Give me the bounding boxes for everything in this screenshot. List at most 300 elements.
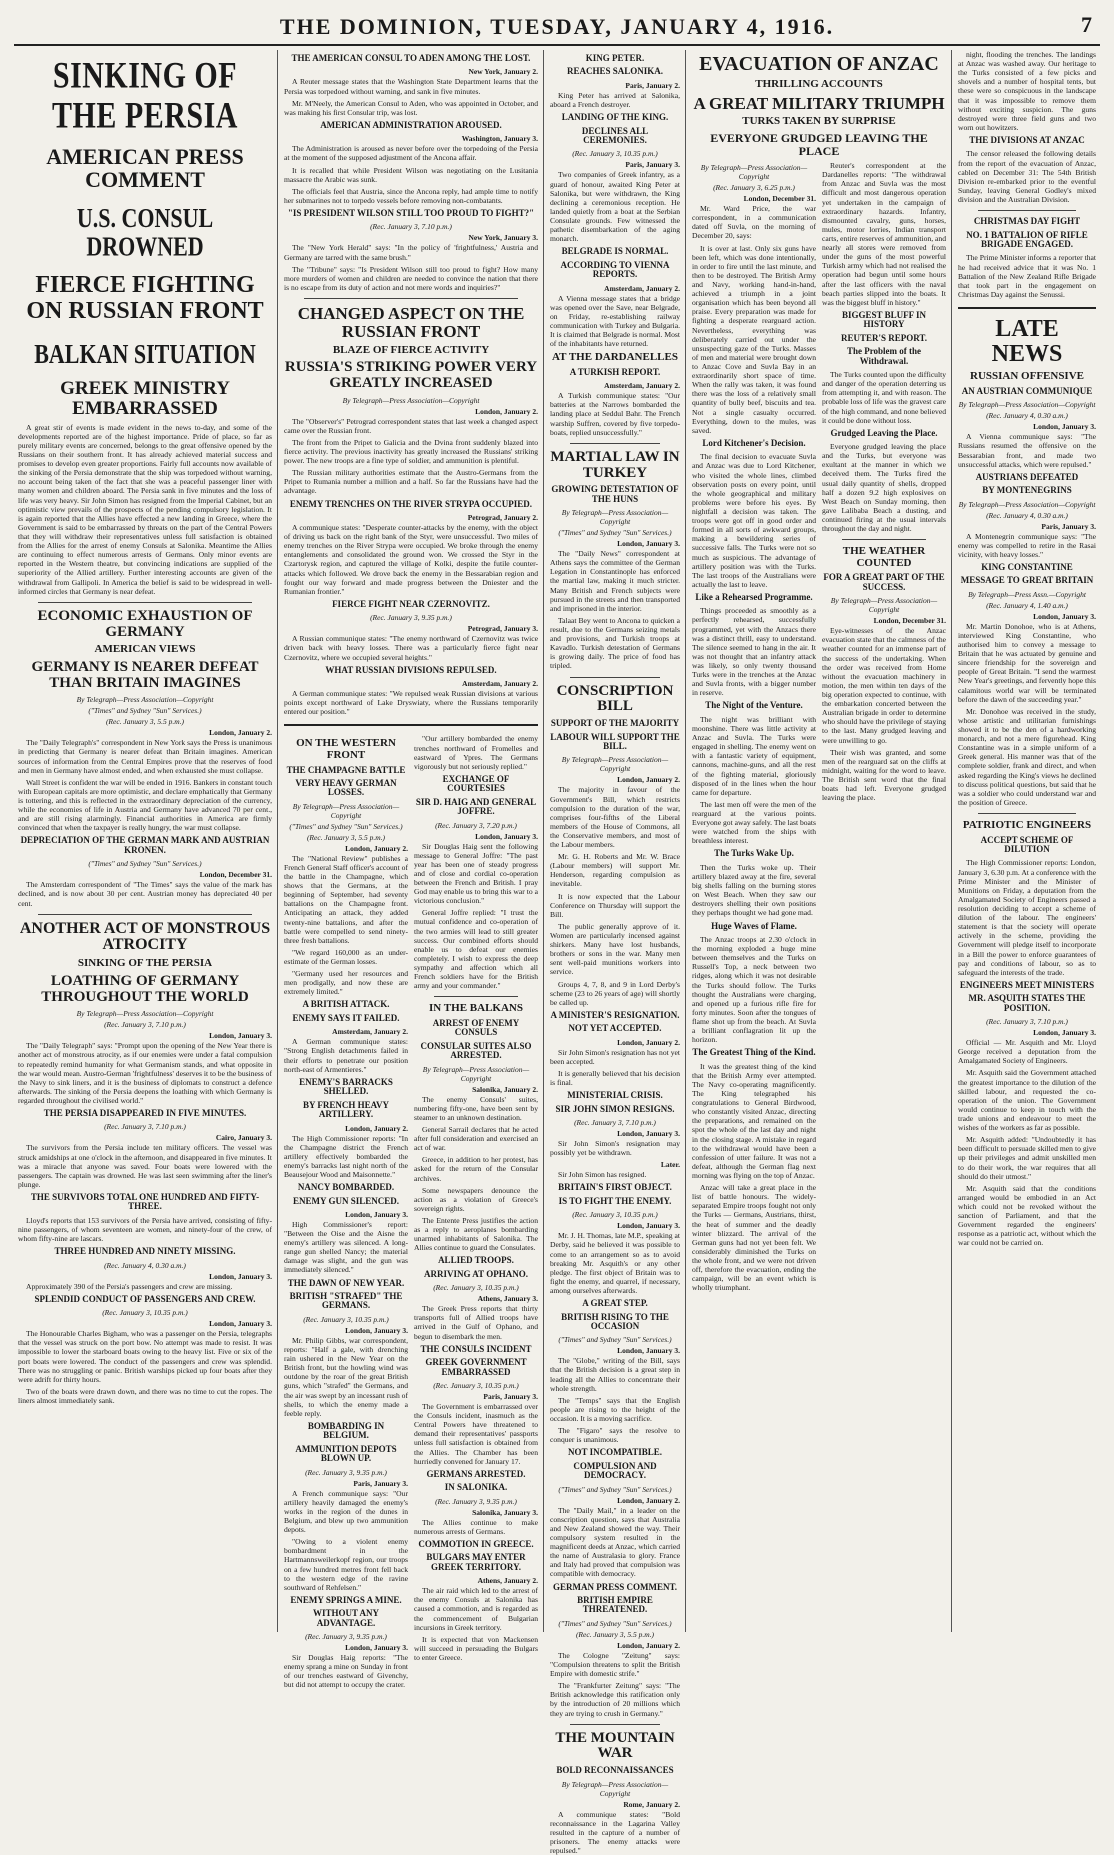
divider — [958, 307, 1096, 309]
subhead-austrian-communique: AN AUSTRIAN COMMUNIQUE — [961, 385, 1093, 396]
article-paragraph: The final decision to evacuate Suvla and Anzac was due to Lord Kitchener, who visited the whole lines, climbed observation posts on every point, until the whole geographical and military problems were before his eyes. By nightfall a decision was taken. The troops were got off in good order and formed in all sorts of awkward groups, making a bewildering series of successive falls. The Turks were not so much as suspicious. The advantage of artillery position was with the Turks. The last troops of the Australians were actually the last to leave. — [692, 452, 816, 589]
subhead-austrians-defeated: AUSTRIANS DEFEATED — [975, 471, 1079, 482]
article-paragraph: Two companies of Greek infantry, as a guard of honour, awaited King Peter at Salonika, but were withdrawn, the King declining a ceremonious reception. He landed quietly from a boat at the Serbian Consulate grounds. Few witnessed the pathetic disembarkation of the aging monarch. — [550, 170, 680, 244]
source-line: ("Times" and Sydney "Sun" Services.) — [558, 528, 672, 538]
article-paragraph: The majority in favour of the Government's Bill, which restricts compulsion to the duration of the war, comprises four-fifths of the Liberal members of the House of Commons, all the Conservative members, and most of the Labour members. — [550, 785, 680, 850]
article-paragraph: The "Observer's" Petrograd correspondent states that last week a changed aspect came over the Russian front. — [284, 416, 538, 435]
dateline: Amsterdam, January 2. — [332, 1027, 408, 1037]
dateline: London, January 3. — [617, 1221, 680, 1231]
received-line: (Rec. January 3, 5.5 p.m.) — [575, 1629, 655, 1639]
dateline: Athens, January 2. — [477, 1576, 538, 1586]
subhead-bombarding-belgium: BOMBARDING IN BELGIUM. — [307, 1420, 385, 1441]
source-line: ("Times" and Sydney "Sun" Services.) — [558, 1618, 672, 1628]
headline-everyone-grudged: EVERYONE GRUDGED LEAVING THE PLACE — [710, 130, 928, 158]
article-paragraph: Approximately 390 of the Persia's passengers and crew are missing. — [26, 1281, 233, 1291]
dateline: Paris, January 2. — [625, 80, 680, 90]
column-rule — [543, 50, 544, 1632]
article-paragraph: A German communique states: "Strong English detachments failed in their efforts to penetrate our position north-east of Armentieres." — [284, 1037, 408, 1074]
subhead-greatest-thing: The Greatest Thing of the Kind. — [692, 1047, 816, 1058]
article-paragraph: The "Frankfurter Zeitung" says: "The British acknowledge this ratification only by the introduction of 20 millions which they are trying to crush in Germany." — [550, 1681, 680, 1718]
dateline: Cairo, January 3. — [215, 1133, 272, 1143]
subhead-in-salonika: IN SALONIKA. — [444, 1482, 508, 1493]
dateline: London, January 3. — [1033, 1028, 1096, 1038]
article-paragraph: Greece, in addition to her protest, has asked for the return of the Consular archives. — [414, 1155, 538, 1183]
article-paragraph: The Turks counted upon the difficulty and danger of the operation deterring us from attempting it, and with reason. The probable loss of life was the gravest care of the high command, and none believed it could be done without loss. — [822, 370, 946, 425]
headline-russia-striking-power: RUSSIA'S STRIKING POWER VERY GREATLY INCREASED — [284, 359, 538, 391]
article-paragraph: Mr. Martin Donohoe, who is at Athens, interviewed King Constantine, who authorised him to convey a message to Britain that he was actuated by genuine and sincere friendship for the sovereign and people of Great Britain. "I send the warmest New Year's greetings, and fervently hope this calamitous world war will be terminated before the dawn of the succeeding year." — [958, 621, 1096, 704]
western-front-left — [284, 734, 408, 1692]
subhead-christmas-fight: CHRISTMAS DAY FIGHT — [973, 216, 1081, 227]
article-paragraph: It is expected that von Mackensen will succeed in persuading the Bulgars to enter Greece. — [414, 1634, 538, 1662]
news-summary-paragraph: A great stir of events is made evident in the news to-day, and some of the developments reported are of the highest importance. Pride of place, so far as purely military events are concerned, belongs to the great offensive opened by the Russians on their southern front. It has already achieved material success and promises to develop even greater proportions. Fairly full accounts now available of the sinking of the Persia demonstrate that the ship was torpedoed without warning, no account being taken of the fact that she was a peaceful passenger liner with many women and children aboard. The Persia sank in five minutes and the loss of life was very heavy. Sir John Simon has resigned from the Imperial Cabinet, but an optimistic view prevails of the prospects of the pending compulsory legislation. It is again reported that the Allies have effected a new landing in Greece, where the Government is said to be embarrassed by threats on the part of the Central Powers that they will withdraw their representatives unless full satisfaction is obtained from the Allies for the arrest of enemy Consuls at Salonika. Meantime the Allies are continuing to effect numerous arrests of Germans. Only minor events are reported in the Western theatre, but convincing indications are supplied of the superiority of the Allied artillery. Further interesting accounts are given of the withdrawal from Gallipoli. In America the belief is said to be widespread in well-informed circles that Germany is near defeat. — [18, 422, 272, 596]
column-3 — [546, 50, 684, 1855]
article-paragraph: A communique states: "Bold reconnaissance in the Lagarina Valley resulted in the capture of a number of prisoners. The enemy attacks were repulsed." — [550, 1809, 680, 1855]
headline-american-press: AMERICAN PRESS COMMENT — [46, 144, 244, 193]
dateline: London, January 3. — [1033, 422, 1096, 432]
dateline: Amsterdam, January 2. — [462, 679, 538, 689]
subhead-five-minutes: THE PERSIA DISAPPEARED IN FIVE MINUTES. — [43, 1108, 247, 1119]
subhead-biggest-bluff: BIGGEST BLUFF IN HISTORY — [841, 309, 927, 330]
dateline: London, January 2. — [345, 1123, 408, 1133]
subhead-germans-arrested: GERMANS ARRESTED. — [426, 1468, 526, 1479]
received-line: (Rec. January 3, 9.35 p.m.) — [305, 1467, 387, 1477]
byline: By Telegraph—Press Association—Copyright — [830, 596, 938, 615]
dateline: London, January 2. — [209, 728, 272, 738]
headline-late-news: LATE NEWS — [991, 315, 1063, 368]
subhead-message-britain: MESSAGE TO GREAT BRITAIN — [960, 575, 1094, 586]
subhead-declines-ceremonies: DECLINES ALL CEREMONIES. — [581, 125, 649, 145]
article-paragraph: Lloyd's reports that 153 survivors of the Persia have arrived, consisting of fifty-nine passengers, of whom seventeen are women, and ninety-four of the crew, of whom fifty-nine are lascars. — [18, 1215, 272, 1244]
article-paragraph: King Peter has arrived at Salonika, aboard a French destroyer. — [550, 90, 680, 109]
byline: By Telegraph—Press Association—Copyright — [422, 1064, 530, 1083]
article-paragraph: A Montenegrin communique says: "The enemy was compelled to retire in the Rasai vicinity, with heavy losses." — [958, 531, 1096, 559]
subhead-barracks-shelled: ENEMY'S BARRACKS SHELLED. — [299, 1076, 393, 1097]
dateline: London, January 3. — [617, 1129, 680, 1139]
dateline: London, January 3. — [209, 1319, 272, 1329]
subhead-no-advantage: WITHOUT ANY ADVANTAGE. — [312, 1608, 380, 1628]
article-paragraph: The "Tribune" says: "Is President Wilson still too proud to fight? How many more murders of women and children are needed to convince the nation that there is no escape from its duty of action and not mere words and inquiries?" — [284, 264, 538, 292]
dateline: London, January 2. — [617, 1495, 680, 1505]
subhead-support-majority: SUPPORT OF THE MAJORITY — [550, 718, 680, 729]
article-paragraph: The "Temps" says that the English people are rising to the height of the occasion. It is a moving sacrifice. — [550, 1395, 680, 1424]
subhead-great-step: A GREAT STEP. — [582, 1298, 648, 1309]
article-paragraph: General Sarrail declares that he acted after full consideration and exercised an act of war. — [414, 1124, 538, 1153]
article-paragraph: Mr. G. H. Roberts and Mr. W. Brace (Labour members) will support Mr. Henderson, regarding compulsion as inevitable. — [550, 852, 680, 889]
subhead-german-press: GERMAN PRESS COMMENT. — [552, 1581, 678, 1592]
article-paragraph: The air raid which led to the arrest of the enemy Consuls at Salonika has caused a commotion, and is regarded as the commencement of Bulgarian incursions in Greek territory. — [414, 1586, 538, 1632]
subhead-king-peter: KING PETER. — [585, 53, 645, 63]
subhead-sinking-persia: SINKING OF THE PERSIA — [77, 957, 213, 970]
subhead-simon-resigns: SIR JOHN SIMON RESIGNS. — [555, 1103, 675, 1114]
article-paragraph: "We regard 160,000 as an under-estimate of the German losses. — [284, 947, 408, 967]
subhead-turkish-report: A TURKISH REPORT. — [569, 366, 661, 377]
dateline: Rome, January 2. — [623, 1799, 680, 1809]
subhead-french-artillery: BY FRENCH HEAVY ARTILLERY. — [302, 1099, 389, 1120]
subhead-mine: ENEMY SPRINGS A MINE. — [290, 1594, 402, 1605]
article-paragraph: A Reuter message states that the Washington State Department learns that the Persia was torpedoed without warning, and sank in five minutes. — [284, 77, 538, 96]
anzac-right — [822, 161, 946, 1295]
headline-greek-ministry: GREEK MINISTRY EMBARRASSED — [60, 377, 230, 419]
article-paragraph: Mr. Ward Price, the war correspondent, in a communication dated off Suvla, on the morning of December 20, says: — [692, 204, 816, 241]
article-paragraph: General Joffre replied: "I trust the mutual confidence and co-operation of the two armies will lead to still greater success. Our combined efforts should enable us to defeat our enemies completely. I wish to express the deep sympathy and affection which all French soldiers have for the British army and your commander." — [414, 908, 538, 991]
article-paragraph: "Germany used her resources and men prodigally, and now these are extremely limited." — [284, 969, 408, 997]
received-line: (Rec. January 3, 6.25 p.m.) — [713, 183, 795, 193]
subhead-russian-divisions: WHAT RUSSIAN DIVISIONS REPULSED. — [325, 664, 497, 675]
column-rule — [951, 50, 952, 1632]
subhead-splendid-conduct: SPLENDID CONDUCT OF PASSENGERS AND CREW. — [34, 1293, 256, 1304]
dateline: London, January 3. — [617, 1346, 680, 1356]
article-paragraph: The "New York Herald" says: "In the policy of 'frightfulness,' Austria and Germany are tarred with the same brush." — [284, 243, 538, 262]
subhead-nancy-bombarded: NANCY BOMBARDED. — [297, 1182, 395, 1193]
article-paragraph: Reuter's correspondent at the Dardanelles reports: "The withdrawal from Anzac and Suvla was the most difficult and most dangerous operation yet undertaken in the campaign of extraordinary hazards. Infantry, dismounted cavalry, guns, horses, mules, motor lorries, Indian transport carts, entire reserves of ammunition, and nearly all stores were removed from under the guns of the most powerful Turkish army which had not realised the operation had begun until some hours after the last officers with the naval beach parties slipped into the boats. It was the biggest bluff in history." — [822, 161, 946, 307]
subhead-reuter-report: REUTER'S REPORT. — [840, 332, 928, 343]
anzac-article — [692, 161, 946, 1295]
article-paragraph: The enemy Consuls' suites, numbering fifty-one, have been sent by steamer to an unknown destination. — [414, 1094, 538, 1122]
article-paragraph: Sir Douglas Haig reports: "The enemy sprang a mine on Sunday in front of our trenches eastward of Givenchy, but did not attempt to occupy the crater. — [284, 1653, 408, 1690]
subhead-survivors: THE SURVIVORS TOTAL ONE HUNDRED AND FIFTY-THREE. — [30, 1192, 260, 1212]
article-paragraph: Then the Turks woke up. Their artillery blazed away at the fire, several big shells falling on the burning stores on West Beach. When they saw our destroyers shelling their own positions they perhaps thought we had gone mad. — [692, 862, 816, 918]
subhead-fight-enemy: IS TO FIGHT THE ENEMY. — [558, 1195, 672, 1206]
article-paragraph: The "Daily News" correspondent at Athens says the committee of the German Legation in Constantinople has enforced the martial law, making it much stricter. Many British and French subjects were pursued in the streets and then transported and imprisoned in the interior. — [550, 549, 680, 613]
article-paragraph: It is over at last. Only six guns have been left, which was done intentionally, in order to fire until the last minute, and then to be destroyed. The British Army and Navy, working hand-in-hand, achieved a triumph in a joint organisation which has been beyond all praise. Every preparation was made for fighting a desperate rearguard action. Nevertheless, everything was deliberately carried out under the unsuspecting gaze of the Turks. Masses of men and material were brought down to Anzac Cove and Suvla Bay in an extraordinarily short space of time. When the rally was taken, it was found there was the loss of a relatively small quantity of bully beef, biscuits and tea. Not a single casualty occurred. Everything, down to the mules, was saved. — [692, 243, 816, 435]
divider — [978, 210, 1076, 211]
subhead-landing-king: LANDING OF THE KING. — [561, 112, 669, 123]
dateline: London, December 31. — [199, 870, 272, 880]
article-paragraph: Groups 4, 7, 8, and 9 in Lord Derby's scheme (23 to 26 years of age) will shortly be called up. — [550, 979, 680, 1007]
column-rule — [277, 50, 278, 1632]
subhead-consular-suites: CONSULAR SUITES ALSO ARRESTED. — [420, 1040, 532, 1061]
article-paragraph: "Our artillery bombarded the enemy trenches northward of Fromelles and eastward of Ypres. The Germans vigorously but not seriously replied." — [414, 734, 538, 771]
article-paragraph: The Anzac troops at 2.30 o'clock in the morning exploded a huge mine between themselves and the Turks on Russell's Top, a neck between two ridges, along which it was not desirable the Turks should follow. The Turks thought the Australians were charging, and opened up a furious rifle fire for forty minutes. Soon after the tongues of flame shot up from the beach. At Suvla a brilliant conflagration lit up the horizon. — [692, 934, 816, 1045]
subhead-divisions-anzac: THE DIVISIONS AT ANZAC — [969, 134, 1085, 145]
article-paragraph: Mr. Asquith said the Government attached the greatest importance to the dilution of the skilled labour, and requested the co-operation of the union. The Government would continue to keep in touch with the trade unions and endeavour to meet the wishes of the workers as far as possible. — [958, 1068, 1096, 1133]
article-paragraph: A Turkish communique states: "Our batteries at the Narrows bombarded the landing place at Seddul Bahr. The French warship Suffren, covered by five torpedo-boats, replied unsuccessfully." — [550, 391, 680, 437]
subhead-enemy-consuls: ARREST OF ENEMY CONSULS — [432, 1017, 520, 1038]
headline-dardanelles: AT THE DARDANELLES — [552, 351, 678, 364]
dateline: New York, January 2. — [468, 67, 538, 77]
article-paragraph: The Administration is aroused as never before over the torpedoing of the Persia at the moment of the supposed adjustment of the Ancona affair. — [284, 144, 538, 163]
subhead-gun-silenced: ENEMY GUN SILENCED. — [293, 1195, 399, 1206]
subhead-kitchener-decision: Lord Kitchener's Decision. — [702, 437, 806, 448]
article-paragraph: Mr. Donohoe was received in the study, whose artistic and utilitarian furnishings showed it to be the den of a hardworking monarch, and not a mere figurehead. King Constantine was in a simple uniform of a Greek general. His manner was that of the complete soldier, frank and direct, and when asked regarding the King's views he declined to discuss political questions, but said that he was a soldier who could understand war and the position of Greece. — [958, 706, 1096, 807]
subhead-rehearsed-programme: Like a Rehearsed Programme. — [695, 591, 813, 602]
subhead-british-strafed: BRITISH "STRAFED" THE GERMANS. — [289, 1291, 403, 1311]
received-line: (Rec. January 4, 0.30 a.m.) — [986, 510, 1068, 520]
subhead-rising-occasion: BRITISH RISING TO THE OCCASION — [561, 1311, 669, 1331]
received-line: (Rec. January 3, 9.35 p.m.) — [370, 613, 452, 623]
received-line: (Rec. January 3, 10.35 p.m.) — [433, 1381, 519, 1391]
divider — [38, 914, 252, 915]
article-paragraph: Some newspapers denounce the action as a violation of Greece's sovereign rights. — [414, 1185, 538, 1213]
divider — [434, 996, 518, 997]
article-paragraph: Sir Douglas Haig sent the following message to General Joffre: "The past year has been one of steady progress and of close and cordial co-operation between the French and British. I pray God may enable us to bring this war to a victorious conclusion." — [414, 841, 538, 906]
dateline: Athens, January 3. — [477, 1294, 538, 1304]
subhead-king-constantine: KING CONSTANTINE — [981, 561, 1073, 572]
subhead-waves-flame: Huge Waves of Flame. — [711, 920, 797, 931]
divider — [284, 724, 538, 726]
article-paragraph: Two of the boats were drawn down, and there was no time to cut the ropes. The liners almost immediately sank. — [18, 1386, 272, 1405]
article-paragraph: The public generally approve of it. Women are particularly incensed against shirkers. Many have lost husbands, brothers or sons in the war. Many men sent well-paid munitions workers into service. — [550, 921, 680, 977]
article-paragraph: Their wish was granted, and some men of the rearguard sat on the cliffs at midnight, waiting for the word to leave. The British sent word that the final boats had left. Everyone grudged leaving the place. — [822, 747, 946, 803]
headline-us-consul: U.S. CONSUL DROWNED — [76, 202, 214, 263]
received-line: (Rec. January 3, 9.35 p.m.) — [435, 1496, 517, 1506]
dateline: Salonika, January 3. — [472, 1507, 538, 1517]
dateline: London, January 3. — [345, 1643, 408, 1653]
article-paragraph: The last men off were the men of the rearguard at the various points. Everyone got away safely. The last boats were watched from the ships with breathless interest. — [692, 799, 816, 846]
subhead-exchange-courtesies: EXCHANGE OF COURTESIES — [442, 773, 510, 794]
received-line: (Rec. January 3, 7.10 p.m.) — [104, 1020, 186, 1030]
subhead-wilson-too-proud: "IS PRESIDENT WILSON STILL TOO PROUD TO FIGHT?" — [287, 207, 535, 218]
dateline: London, January 2. — [345, 843, 408, 853]
article-paragraph: The "Daily Telegraph" says: "Prompt upon the opening of the New Year there is another act of monstrous atrocity, as if our enemies were under a fatal compulsion to repeatedly remind humanity for what Germanism stands, and what opposite in the war would mean. Austro-German 'frightfulness' deserves it to be the business of the Navy to sink liners, and it is the business of diplomats to construct a defence afterwards. The sinking of the Persia deepens the loathing with which Germany is regarded throughout the civilised world." — [18, 1041, 272, 1105]
article-paragraph: The officials feel that Austria, since the Ancona reply, had ample time to notify her submarines not to torpedo vessels before removing non-combatants. — [284, 186, 538, 205]
article-paragraph: The High Commissioner reports: "In the Champagne district the French artillery effectively bombarded the enemy's barracks last night north of the Beausejour Wood and Maisonnette." — [284, 1133, 408, 1179]
divider — [842, 539, 926, 540]
article-paragraph: The Prime Minister informs a reporter that he had received advice that it was No. 1 Battalion of the New Zealand Rifle Brigade that took part in the engagement on Christmas Day against the Senussi. — [958, 253, 1096, 299]
article-paragraph: Official — Mr. Asquith and Mr. Lloyd George received a deputation from the Amalgamated Society of Engineers. — [958, 1038, 1096, 1066]
received-line: (Rec. January 3, 10.35 p.m.) — [102, 1308, 188, 1318]
article-paragraph: A Vienna message states that a bridge was opened over the Save, near Belgrade, on Friday, re-establishing railway communication with Turkey and Bulgaria. It is claimed that Belgrade is normal. Most of the inhabitants have returned. — [550, 293, 680, 349]
headline-sinking-persia: SINKING OF THE PERSIA — [52, 54, 238, 136]
headline-germany-nearer-defeat: GERMANY IS NEARER DEFEAT THAN BRITAIN IMAGINES — [31, 658, 259, 691]
subhead-compulsion-democracy: COMPULSION AND DEMOCRACY. — [573, 1460, 657, 1481]
subhead-consuls-incident: THE CONSULS INCIDENT — [420, 1343, 532, 1354]
article-paragraph: Talaat Bey went to Ancona to quicken a result, due to the Germans seizing metals and provisions, and Turkish troops at Kavadlo. Turkish detestation of Germans is growing daily. The price of food has tripled. — [550, 615, 680, 671]
article-paragraph: A German communique states: "We repulsed weak Russian divisions at various points except northward of Lake Dryswiaty, where the Russians temporarily entered our position." — [284, 689, 538, 717]
headline-mountain-war: THE MOUNTAIN WAR — [555, 1729, 675, 1762]
dateline: Amsterdam, January 2. — [604, 283, 680, 293]
byline: By Telegraph—Press Association—Copyright — [700, 163, 808, 182]
article-paragraph: The Cologne "Zeitung" says: "Compulsion threatens to split the British Empire with domestic strife." — [550, 1650, 680, 1679]
article-paragraph: The Allies continue to make numerous arrests of Germans. — [414, 1517, 538, 1536]
received-line: (Rec. January 4, 0.30 a.m.) — [104, 1260, 186, 1270]
subhead-engineers-ministers: ENGINEERS MEET MINISTERS — [959, 979, 1095, 990]
subhead-labour-support: LABOUR WILL SUPPORT THE BILL. — [550, 731, 680, 751]
subhead-greek-government: GREEK GOVERNMENT EMBARRASSED — [425, 1357, 527, 1377]
subhead-administration-aroused: AMERICAN ADMINISTRATION AROUSED. — [320, 119, 502, 130]
article-paragraph: A Russian communique states: "The enemy northward of Czernovitz was twice driven back with heavy losses. There was a particularly fierce fight near Czernovitz, where we occupied several heights." — [284, 634, 538, 662]
headline-conscription-bill: CONSCRIPTION BILL — [556, 682, 674, 715]
article-paragraph: Sir John Simon's resignation may possibly yet be withdrawn. — [550, 1139, 680, 1158]
received-line: (Rec. January 3, 10.35 p.m.) — [303, 1314, 389, 1324]
article-paragraph: The Amsterdam correspondent of "The Times" says the value of the mark has declined, and is now about 30 per cent. Austrian money has depreciated 40 per cent. — [18, 880, 272, 908]
dateline: Paris, January 3. — [625, 160, 680, 170]
divider — [38, 602, 252, 603]
dateline: Petrograd, January 3. — [467, 624, 538, 634]
subhead-ministerial-crisis: MINISTERIAL CRISIS. — [567, 1090, 663, 1101]
dateline: London, January 3. — [345, 1325, 408, 1335]
article-paragraph: The "Daily Mail," in a leader on the conscription question, says that Australia and New Zealand showed the way. Their compulsory system resulted in the magnificent deeds at Anzac, which carried the name of Australasia to glory. France and Italy had proved that compulsion was compatible with democracy. — [550, 1505, 680, 1579]
dateline: Amsterdam, January 2. — [604, 381, 680, 391]
headline-in-the-balkans: IN THE BALKANS — [429, 1002, 523, 1015]
subhead-grudged-leaving: Grudged Leaving the Place. — [830, 427, 938, 438]
dateline: Paris, January 3. — [483, 1392, 538, 1402]
dateline: New York, January 3. — [468, 233, 538, 243]
article-paragraph: The censor released the following details from the report of the evacuation of Anzac, cabled on December 31: The 54th British Division re-embarked prior to the eventful Sunday, leaving General Godley's mixed division and the Australian Division. — [958, 149, 1096, 204]
byline: By Telegraph—Press Association—Copyright — [76, 1009, 214, 1019]
dateline: London, January 3. — [475, 831, 538, 841]
received-line: (Rec. January 4, 1.40 a.m.) — [986, 600, 1068, 610]
article-paragraph: Anzac will take a great place in the list of battle honours. The widely-separated Empire troops fought not only the Turks — Germans, Austrians, thirst, the heat of summer and the deadly winter blizzard. The arrival of the German guns had not yet been felt. We considerably diminished the Turks on the whole front, and we were not driven off, therefore the evacuation, ending the campaign, will be an event which is wholly triumphant. — [692, 1183, 816, 1293]
article-paragraph: Mr. J. H. Thomas, late M.P., speaking at Derby, said he believed it was possible to come to an arrangement so as to avoid breaking Mr. Asquith's or any other pledge. The first object of Britain was to fight the enemy, and quarrel, if necessary, among ourselves afterwards. — [550, 1231, 680, 1295]
dateline: London, January 2. — [475, 406, 538, 416]
article-paragraph: Things proceeded as smoothly as a perfectly rehearsed, successfully programmed, yet with the Anzacs there was a distinct thrill, easy to understand. The silence seemed to hang in the air. It was not thought that an infantry attack was likely, so only twenty thousand Turks were in the trenches at the Anzac and Suvla fronts, with a bigger number in reserve. — [692, 606, 816, 698]
received-line: (Rec. January 3, 7.10 p.m.) — [370, 222, 452, 232]
byline: By Telegraph—Press Association—Copyright — [958, 499, 1096, 509]
divider — [978, 813, 1076, 814]
received-line: (Rec. January 3, 7.10 p.m.) — [574, 1118, 656, 1128]
article-paragraph: Eye-witnesses of the Anzac evacuation state that the calmness of the weather counted for an immense part of the success of the undertaking. When the order was received from Home without the evacuation machinery in motion, the men within ten days of the big operation expected to continue, with the embarkation concerted between the Australian brigade in order to determine who should have the privilege of staying to the last. Many grudged leaving and were unwilling to go. — [822, 626, 946, 745]
article-paragraph: Everyone grudged leaving the place and the Turks, but everyone was exultant at the manner in which we deceived them. The Turks fired the usual daily quantity of shells, dropped half a dozen 9.2 high explosives on West Beach on Sunday morning, then gave Lalibaba Beach a dusting, and continued firing at the usual intervals throughout the day and night. — [822, 442, 946, 534]
article-paragraph: The "Globe," writing of the Bill, says that the British decision is a great step in leading all the Allies to concentrate their whole strength. — [550, 1356, 680, 1393]
source-line: ("Times" and Sydney "Sun" Services.) — [88, 859, 202, 869]
headline-military-triumph: A GREAT MILITARY TRIUMPH — [693, 93, 945, 113]
dateline: Later. — [660, 1160, 680, 1170]
subhead-night-venture: The Night of the Venture. — [705, 700, 803, 711]
subhead-strypa: ENEMY TRENCHES ON THE RIVER STRYPA OCCUPIED. — [289, 498, 533, 509]
western-front-right — [414, 734, 538, 1692]
dateline: London, January 2. — [617, 1037, 680, 1047]
headline-changed-aspect: CHANGED ASPECT ON THE RUSSIAN FRONT — [297, 303, 525, 341]
byline: By Telegraph—Press Assn.—Copyright — [968, 589, 1086, 599]
dateline: London, December 31. — [873, 616, 946, 626]
article-paragraph: The survivors from the Persia include ten military officers. The vessel was struck amidships at one o'clock in the afternoon, and disappeared in five minutes. It was a miracle that anyone was saved. Four boats were lowered with the passengers. The captain was drowned. He was last seen swimming after the liner's plunge. — [18, 1143, 272, 1189]
subhead-empire-threatened: BRITISH EMPIRE THREATENED. — [577, 1594, 653, 1615]
received-line: (Rec. January 3, 10.35 p.m.) — [433, 1283, 519, 1293]
subhead-missing: THREE HUNDRED AND NINETY MISSING. — [54, 1246, 236, 1257]
subhead-belgrade-normal: BELGRADE IS NORMAL. — [561, 246, 669, 257]
divider — [570, 677, 660, 678]
article-paragraph: The Entente Press justifies the action as a reply to aeroplanes bombarding unarmed inhabitants of Salonika. The Allies continue to guard the Consulates. — [414, 1215, 538, 1253]
byline: By Telegraph—Press Association—Copyright — [292, 801, 400, 820]
received-line: (Rec. January 3, 10.35 p.m.) — [572, 149, 658, 159]
subhead-not-incompatible: NOT INCOMPATIBLE. — [567, 1447, 662, 1458]
subhead-not-accepted: NOT YET ACCEPTED. — [568, 1023, 662, 1034]
subhead-great-part: FOR A GREAT PART OF THE SUCCESS. — [823, 572, 945, 592]
subhead-russian-offensive: RUSSIAN OFFENSIVE — [970, 370, 1084, 383]
subhead-turks-wake: The Turks Wake Up. — [714, 848, 794, 859]
received-line: (Rec. January 4, 0.30 a.m.) — [986, 411, 1068, 421]
subhead-american-views: AMERICAN VIEWS — [94, 643, 196, 656]
headline-fierce-fighting: FIERCE FIGHTING ON RUSSIAN FRONT — [26, 272, 264, 324]
divider — [570, 1724, 660, 1725]
source-line: ("Times" and Sydney "Sun" Services.) — [558, 1484, 672, 1494]
article-paragraph: A communique states: "Desperate counter-attacks by the enemy, with the object of driving us back on the right bank of the Styr, were unsuccessful. Two miles of enemy trenches on the River Strypa were occupied. We broke through the enemy entanglements and consolidated the ground won. We crossed the Styr in the Czartorysk region, and captured the village of Kolki, despite the futile counter-attacks which followed. We drove back the enemy in the Bessarabian region and fought our way forward and made progress between the Dniester and the Rumanian frontier." — [284, 523, 538, 596]
dateline: London, January 2. — [617, 1640, 680, 1650]
received-line: (Rec. January 3, 9.35 p.m.) — [305, 1632, 387, 1642]
article-paragraph: night, flooding the trenches. The landings at Anzac was washed away. Our heritage to the Turks consisted of a few picks and shovels and a number of hospital tents, but these were so conspicuous in the landscape that it was impossible to remove them without exciting suspicion. The guns destroyed were three field guns and two worn out howitzers. — [958, 50, 1096, 132]
subhead-problem-withdrawal: The Problem of the Withdrawal. — [846, 346, 922, 366]
article-paragraph: The High Commissioner reports: London, January 3, 6.30 p.m. At a conference with the Prime Minister and the Minister of Munitions on Friday, a deputation from the Amalgamated Society of Engineers passed a resolution deciding to accept a scheme of dilution of the labour. The engineers' statement is that the society will operate actively in the scheme, providing the Government will pledge itself to incorporate in a Bill the power to enforce guarantees of pay and conditions of labour, so as to safeguard the interests of the trade. — [958, 858, 1096, 977]
byline: By Telegraph—Press Association—Copyright — [561, 508, 669, 527]
subhead-turks-surprise: TURKS TAKEN BY SURPRISE — [742, 115, 896, 128]
column-5 — [954, 50, 1100, 1632]
subhead-reaches-salonika: REACHES SALONIKA. — [566, 66, 664, 77]
article-paragraph: A French communique says: "Our artillery heavily damaged the enemy's works in the region of the dunes in Belgium, and blew up two ammunition depots. — [284, 1488, 408, 1535]
masthead — [14, 4, 1100, 46]
article-paragraph: The Greek Press reports that thirty transports full of Allied troops have arrived in the Gulf of Ophano, and begun to disembark the men. — [414, 1304, 538, 1341]
dateline: Paris, January 3. — [1041, 521, 1096, 531]
subhead-detestation-huns: GROWING DETESTATION OF THE HUNS — [551, 484, 679, 504]
column-rule — [685, 50, 686, 1632]
subhead-asquith-position: MR. ASQUITH STATES THE POSITION. — [968, 993, 1086, 1013]
article-paragraph: Sir John Simon has resigned. — [558, 1170, 647, 1180]
subhead-reconnaissances: BOLD RECONNAISSANCES — [556, 1765, 674, 1776]
received-line: (Rec. January 3, 7.20 p.m.) — [435, 820, 517, 830]
subhead-allied-troops: ALLIED TROOPS. — [438, 1255, 514, 1266]
headline-weather-counted: THE WEATHER COUNTED — [842, 545, 926, 569]
article-paragraph: The "Daily Telegraph's" correspondent in New York says the Press is unanimous in predicting that Germany is nearer defeat than Britain imagines. American sources of information from the Central Empires prove that the reserves of food and men in Germany have almost ended, and when exhausted she must collapse. — [18, 738, 272, 775]
subhead-ophano: ARRIVING AT OPHANO. — [424, 1268, 528, 1279]
subhead-montenegrins: BY MONTENEGRINS — [982, 485, 1072, 496]
dateline: London, January 3. — [209, 1271, 272, 1281]
subhead-blaze-activity: BLAZE OF FIERCE ACTIVITY — [332, 343, 490, 356]
headline-evacuation-anzac: EVACUATION OF ANZAC — [699, 53, 939, 75]
dateline: Salonika, January 2. — [472, 1084, 538, 1094]
article-paragraph: The front from the Pripet to Galicia and the Dvina front suddenly blazed into fierce activity. The previous inactivity has greatly increased the Russians' striking power. The new troops are a fine type of soldier, and ammunition is plentiful. — [284, 437, 538, 466]
subhead-german-losses: VERY HEAVY GERMAN LOSSES. — [295, 777, 397, 798]
page-number: 7 — [1081, 12, 1092, 37]
subhead-enemy-says-failed: ENEMY SAYS IT FAILED. — [292, 1012, 400, 1023]
dateline: London, January 3. — [1033, 611, 1096, 621]
column-1 — [14, 50, 276, 1632]
subhead-minister-resignation: A MINISTER'S RESIGNATION. — [550, 1009, 680, 1020]
received-line: (Rec. January 3, 7.10 p.m.) — [986, 1017, 1068, 1027]
article-paragraph: The "Figaro" says the resolve to conquer is unanimous. — [550, 1426, 680, 1445]
subhead-vienna-reports: ACCORDING TO VIENNA REPORTS. — [560, 259, 670, 280]
subhead-dawn-new-year: THE DAWN OF NEW YEAR. — [287, 1277, 405, 1288]
dateline: London, January 2. — [617, 775, 680, 785]
source-line: ("Times" and Sydney "Sun" Services.) — [289, 821, 403, 831]
article-paragraph: It is generally believed that his decision is final. — [550, 1069, 680, 1088]
subhead-rifle-brigade: NO. 1 BATTALION OF RIFLE BRIGADE ENGAGED. — [966, 229, 1088, 249]
headline-western-front: ON THE WESTERN FRONT — [296, 737, 396, 761]
article-paragraph: Mr. Philip Gibbs, war correspondent, reports: "Half a gale, with drenching rain ushered in the New Year on the British front, but the howling wind was outdone by the roar of the great British guns, which "strafed" the Germans, and the air was swept by an incessant rush of shells, to which the enemy made a feeble reply. — [284, 1335, 408, 1418]
source-line: ("Times" and Sydney "Sun" Services.) — [88, 706, 202, 716]
received-line: (Rec. January 3, 7.10 p.m.) — [104, 1122, 186, 1132]
divider — [570, 443, 660, 444]
byline: By Telegraph—Press Association—Copyright — [561, 755, 669, 774]
column-2 — [280, 50, 542, 1690]
newspaper-title: THE DOMINION, TUESDAY, JANUARY 4, 1916. — [279, 14, 835, 39]
article-paragraph: It is now expected that the Labour Conference on Thursday will support the Bill. — [550, 891, 680, 919]
byline: By Telegraph—Press Association—Copyright — [958, 400, 1096, 410]
dateline: Paris, January 3. — [353, 1478, 408, 1488]
article-paragraph: The "National Review" publishes a French General Staff officer's account of the battle in the Champagne, which shows that the Germans, at the beginning of September, had seventy battalions on the Champagne front. Anticipating an attack, they added twenty-nine battalions, and after the battle were compelled to send ninety-three fresh battalions. — [284, 853, 408, 945]
subhead-thrilling-accounts: THRILLING ACCOUNTS — [755, 78, 883, 90]
subhead-champagne: THE CHAMPAGNE BATTLE — [286, 764, 406, 775]
anzac-left — [692, 161, 816, 1295]
subhead-british-attack: A BRITISH ATTACK. — [302, 999, 390, 1010]
article-paragraph: The Government is embarrassed over the Consuls incident, inasmuch as the Central Powers have threatened to demand their representatives' passports unless full satisfaction is obtained from the Allies. The Chamber has been hurriedly convened for January 17. — [414, 1402, 538, 1466]
headline-patriotic-engineers: PATRIOTIC ENGINEERS — [962, 819, 1092, 831]
article-paragraph: Mr. Asquith said that the conditions arranged would be embodied in an Act which could not be revoked without the sanction of Parliament, and that the Government regarded the engineers' response as a patriotic act, without which the war could not be carried on. — [958, 1183, 1096, 1248]
received-line: (Rec. January 3, 5.5 p.m.) — [306, 832, 386, 842]
article-paragraph: It was the greatest thing of the kind that the British Army ever attempted. The Navy co-operating magnificently. The King telegraphed his congratulations to General Birdwood, who constantly visited Anzac, directing the preparations, and remained on the spot the whole of the last day and night in the closing stage. A mistake in regard to the withdrawal would have been a confession of utter failure. It was not a defeat, although the German flag next morning was flying on the top of Anzac. — [692, 1061, 816, 1181]
byline: By Telegraph—Press Association—Copyright — [76, 695, 214, 705]
subhead-dilution-scheme: ACCEPT SCHEME OF DILUTION — [980, 834, 1074, 854]
dateline: London, December 31. — [743, 194, 816, 204]
headline-loathing-germany: LOATHING OF GERMANY THROUGHOUT THE WORLD — [41, 972, 249, 1005]
subhead-bulgars: BULGARS MAY ENTER GREEK TERRITORY. — [426, 1552, 526, 1572]
received-line: (Rec. January 3, 5.5 p.m.) — [105, 717, 185, 727]
article-paragraph: Mr. M'Neely, the American Consul to Aden, who was appointed in October, and was making his first Consular trip, was lost. — [284, 98, 538, 117]
byline: By Telegraph—Press Association—Copyright — [342, 395, 480, 405]
article-paragraph: A Vienna communique says: "The Russians resumed the offensive on the Bessarabian front, and made two unsuccessful attacks, which were repulsed." — [958, 432, 1096, 469]
dateline: London, January 3. — [345, 1209, 408, 1219]
dateline: Washington, January 3. — [461, 134, 538, 144]
divider — [304, 298, 518, 299]
